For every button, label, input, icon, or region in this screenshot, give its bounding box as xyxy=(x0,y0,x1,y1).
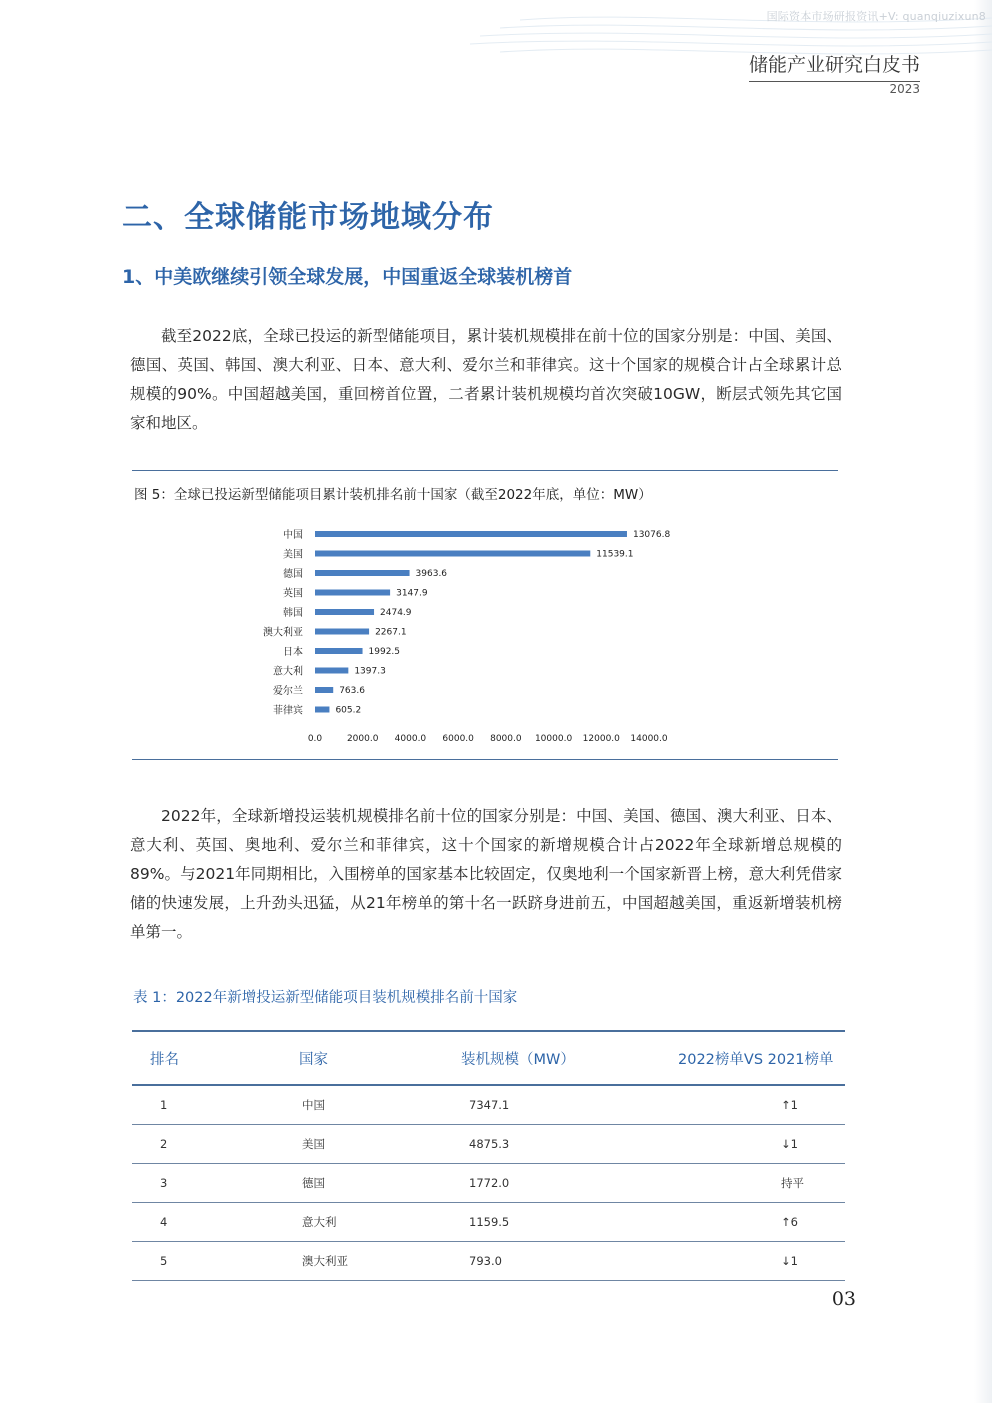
cell-country: 中国 xyxy=(279,1085,411,1125)
header-rank: 排名 xyxy=(132,1031,279,1085)
bar xyxy=(315,668,348,674)
data-label: 605.2 xyxy=(335,705,362,716)
data-label: 3147.9 xyxy=(396,588,428,599)
table-row xyxy=(132,1164,845,1203)
header-comparison: 2022榜单VS 2021榜单 xyxy=(648,1031,845,1085)
cell-rank: 5 xyxy=(132,1242,279,1281)
chart-figure xyxy=(132,470,838,760)
category-label: 英国 xyxy=(283,588,303,600)
cell-country: 意大利 xyxy=(279,1203,411,1242)
data-label: 2267.1 xyxy=(375,627,407,638)
category-label: 日本 xyxy=(283,647,303,658)
paragraph-cumulative: 截至2022底，全球已投运的新型储能项目，累计装机规模排在前十位的国家分别是：中国、美国、德国、英国、韩国、澳大利亚、日本、意大利、爱尔兰和菲律宾。这十个国家的规模合计占全球累计总规模的90%。中国超越美国，重回榜首位置，二者累计装机规模均首次突破10GW，断层式领先其它国家和地区。 xyxy=(130,327,842,432)
table-row xyxy=(132,1203,845,1242)
cell-capacity: 4875.3 xyxy=(411,1125,648,1164)
data-label: 11539.1 xyxy=(596,549,634,560)
cell-rank: 1 xyxy=(132,1085,279,1125)
x-tick-label: 6000.0 xyxy=(442,734,474,744)
data-label: 1397.3 xyxy=(354,666,386,677)
header-title: 储能产业研究白皮书 xyxy=(749,50,920,82)
category-label: 意大利 xyxy=(273,666,303,678)
cell-rank: 3 xyxy=(132,1164,279,1203)
bar xyxy=(315,687,333,693)
table-row xyxy=(132,1242,845,1281)
page-edge-shadow xyxy=(974,0,992,1403)
ranking-table xyxy=(132,1030,845,1281)
category-label: 美国 xyxy=(283,549,303,561)
cell-capacity: 1772.0 xyxy=(411,1164,648,1203)
x-tick-label: 14000.0 xyxy=(630,734,668,744)
cell-change: ↓1 xyxy=(648,1125,845,1164)
category-label: 韩国 xyxy=(283,608,303,619)
table-row xyxy=(132,1085,845,1125)
table-caption: 表 1：2022年新增投运新型储能项目装机规模排名前十国家 xyxy=(133,990,518,1006)
data-label: 3963.6 xyxy=(415,569,448,579)
bar xyxy=(315,629,369,635)
table-header-row xyxy=(132,1031,845,1085)
data-label: 763.6 xyxy=(339,686,365,696)
category-label: 中国 xyxy=(283,530,303,541)
cell-country: 德国 xyxy=(279,1164,411,1203)
table-row xyxy=(132,1125,845,1164)
bar xyxy=(315,609,374,615)
data-label: 1992.5 xyxy=(368,647,401,657)
bar xyxy=(315,707,329,713)
x-tick-label: 2000.0 xyxy=(346,734,379,744)
cell-country: 澳大利亚 xyxy=(279,1242,411,1281)
header-country: 国家 xyxy=(279,1031,411,1085)
category-label: 爱尔兰 xyxy=(273,686,303,697)
bar xyxy=(315,590,390,596)
cell-capacity: 793.0 xyxy=(411,1242,648,1281)
bar xyxy=(315,570,410,576)
watermark-text: 国际资本市场研报资讯+V: quanqiuzixun8 xyxy=(766,10,986,23)
bar xyxy=(315,551,590,557)
x-tick-label: 12000.0 xyxy=(582,734,620,744)
category-label: 德国 xyxy=(283,569,303,580)
x-tick-label: 10000.0 xyxy=(534,734,573,744)
category-label: 菲律宾 xyxy=(273,705,303,717)
bar xyxy=(315,648,363,654)
chart-title: 图 5：全球已投运新型储能项目累计装机排名前十国家（截至2022年底，单位：MW） xyxy=(134,487,652,503)
cell-country: 美国 xyxy=(279,1125,411,1164)
cell-rank: 2 xyxy=(132,1125,279,1164)
bar xyxy=(315,531,627,537)
cell-change: 持平 xyxy=(648,1164,845,1203)
x-tick-label: 8000.0 xyxy=(490,734,522,744)
cell-capacity: 1159.5 xyxy=(411,1203,648,1242)
x-tick-label: 0.0 xyxy=(307,734,323,744)
cell-change: ↑6 xyxy=(648,1203,845,1242)
cell-change: ↑1 xyxy=(648,1085,845,1125)
paragraph-new-installations: 2022年，全球新增投运装机规模排名前十位的国家分别是：中国、美国、德国、澳大利亚、日本、意大利、英国、奥地利、爱尔兰和菲律宾，这十个国家的新增规模合计占2022年全球新增总规模的89%。与2021年同期相比，入围榜单的国家基本比较固定，仅奥地利一个国家新晋上榜，意大利凭借家储的快速发展，上升劲头迅猛，从21年榜单的第十名一跃跻身进前五，中国超越美国，重返新增装机榜单第一。 xyxy=(130,807,842,941)
data-label: 2474.9 xyxy=(380,608,412,618)
category-label: 澳大利亚 xyxy=(263,627,303,639)
header-year: 2023 xyxy=(889,82,920,96)
header-capacity: 装机规模（MW） xyxy=(411,1031,648,1085)
data-label: 13076.8 xyxy=(632,530,671,540)
cell-rank: 4 xyxy=(132,1203,279,1242)
subsection-title: 1、中美欧继续引领全球发展，中国重返全球装机榜首 xyxy=(122,266,573,288)
section-title: 二、全球储能市场地域分布 xyxy=(122,200,494,235)
page-number: 03 xyxy=(831,1288,856,1310)
cell-capacity: 7347.1 xyxy=(411,1085,648,1125)
cell-change: ↓1 xyxy=(648,1242,845,1281)
x-tick-label: 4000.0 xyxy=(394,734,427,744)
bar-chart xyxy=(132,471,838,759)
